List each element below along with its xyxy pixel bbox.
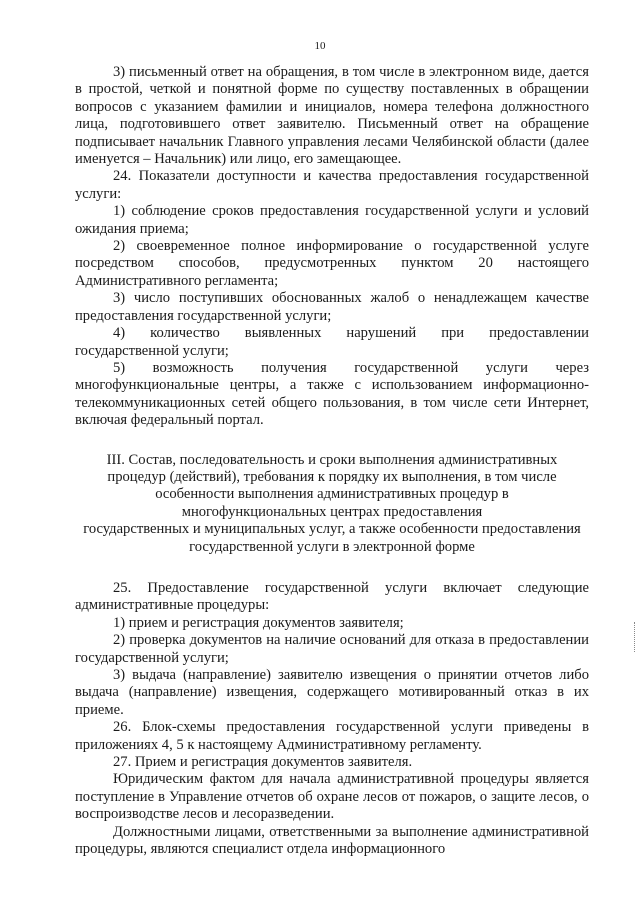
document-body (75, 64, 589, 858)
paragraph: 27. Прием и регистрация документов заявителя. (113, 754, 413, 771)
section-heading-line: особенности выполнения административных процедур в (155, 486, 509, 503)
section-heading-line: многофункциональных центрах предоставления (181, 503, 483, 520)
section-heading-line: III. Состав, последовательность и сроки выполнения административных (106, 451, 558, 468)
paragraph: 4) количество выявленных нарушений при предоставлении государственной услуги; (75, 325, 589, 359)
paragraph: 3) письменный ответ на обращения, в том числе в электронном виде, дается в простой, четкой и понятной форме по существу поставленных в обращении вопросов с указанием фамилии и инициалов, номера телефона должностного лица, подготовившего ответ заявителю. Письменный ответ на обращение подписывает начальник Главного управления лесами Челябинской области (далее именуется – Начальник) или лицо, его замещающее. (75, 64, 589, 168)
paragraph: 3) выдача (направление) заявителю извещения о принятии отчетов либо выдача (направление) извещения, содержащего мотивированный отказ в их приеме. (75, 667, 589, 718)
section-heading-line: процедур (действий), требования к порядку их выполнения, в том числе (107, 468, 557, 485)
section-heading (75, 452, 589, 556)
paragraph: 26. Блок-схемы предоставления государственной услуги приведены в приложениях 4, 5 к настоящему Административному регламенту. (75, 719, 589, 753)
section-heading-line: государственной услуги в электронной форме (189, 538, 475, 555)
section-heading-line: государственных и муниципальных услуг, а также особенности предоставления (83, 521, 581, 538)
scan-edge-mark (634, 622, 636, 652)
page-number: 10 (314, 40, 326, 52)
paragraph: Должностными лицами, ответственными за выполнение административной процедуры, являются специалист отдела информационного (75, 823, 589, 858)
paragraph: Юридическим фактом для начала административной процедуры является поступление в Управление отчетов об охране лесов от пожаров, о защите лесов, о воспроизводстве лесов и лесоразведении. (75, 771, 589, 823)
paragraph: 3) число поступивших обоснованных жалоб о ненадлежащем качестве предоставления государственной услуги; (75, 290, 589, 324)
paragraph: 24. Показатели доступности и качества предоставления государственной услуги: (75, 168, 589, 202)
paragraph: 1) соблюдение сроков предоставления государственной услуги и условий ожидания приема; (75, 203, 589, 237)
paragraph: 2) своевременное полное информирование о государственной услуге посредством способов, предусмотренных пунктом 20 настоящего Административного регламента; (75, 238, 589, 289)
paragraph: 1) прием и регистрация документов заявителя; (113, 614, 404, 631)
paragraph: 25. Предоставление государственной услуги включает следующие административные процедуры: (75, 579, 589, 614)
paragraph: 5) возможность получения государственной услуги через многофункциональные центры, а также с использованием информационно-телекоммуникационных сетей общего пользования, в том числе сети Интернет, включая федеральный портал. (75, 359, 589, 429)
paragraph: 2) проверка документов на наличие оснований для отказа в предоставлении государственной услуги; (75, 632, 589, 666)
